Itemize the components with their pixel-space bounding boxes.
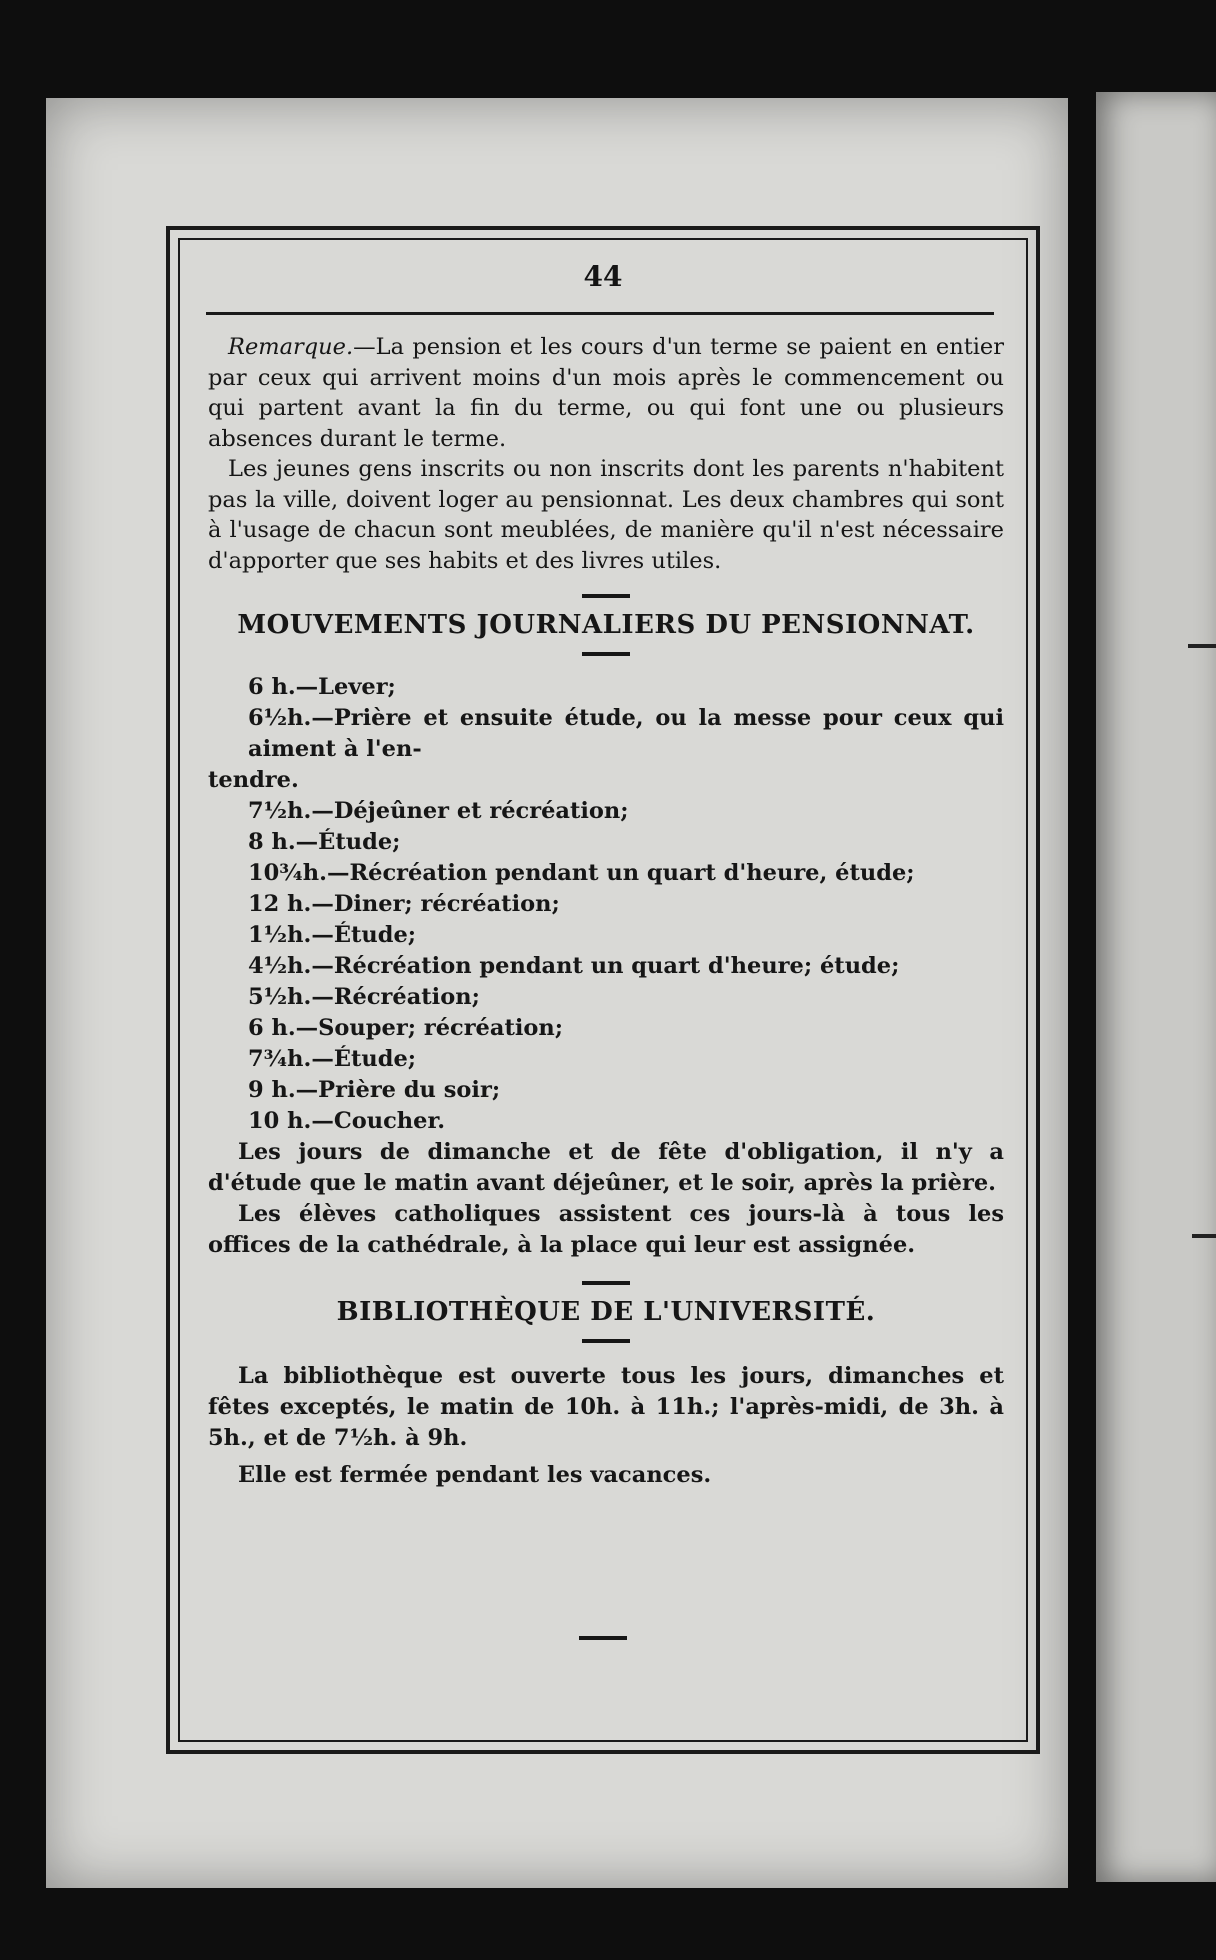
page-body (208, 332, 1004, 1491)
separator-rule (582, 1281, 630, 1285)
bottom-separator-rule (579, 1636, 627, 1640)
remark-lead: Remarque. (228, 334, 354, 360)
schedule-item: 10 h.—Coucher. (248, 1108, 446, 1134)
remark-paragraph (208, 332, 1004, 454)
page-border (166, 226, 1040, 1754)
separator-rule (582, 1339, 630, 1343)
separator-rule (582, 652, 630, 656)
schedule-item: 7½h.—Déjeûner et récréation; (248, 798, 629, 824)
schedule-item: 5½h.—Récréation; (248, 984, 480, 1010)
library-closed-note: Elle est fermée pendant les vacances. (238, 1462, 712, 1488)
section-heading-library: BIBLIOTHÈQUE DE L'UNIVERSITÉ. (336, 1297, 876, 1327)
schedule-list (208, 672, 1004, 1137)
bleed-mark (1192, 1234, 1216, 1238)
schedule-item: 7¾h.—Étude; (248, 1046, 417, 1072)
schedule-item: tendre. (208, 767, 299, 793)
schedule-item: 1½h.—Étude; (248, 922, 417, 948)
lodging-paragraph: Les jeunes gens inscrits ou non inscrits dont les parents n'habitent pas la ville, doivent loger au pensionnat. Les deux chambres qui sont à l'usage de chacun sont meublées, de manière qu'il n'est nécessaire d'apporter que ses habits et des livres utiles. (208, 456, 1004, 574)
schedule-item: 6 h.—Lever; (248, 674, 396, 700)
schedule-item: 12 h.—Diner; récréation; (248, 891, 560, 917)
catholic-note: Les élèves catholiques assistent ces jours-là à tous les offices de la cathédrale, à la place qui leur est assignée. (208, 1201, 1004, 1258)
remark-text: —La pension et les cours d'un terme se paient en entier par ceux qui arrivent moins d'un mois après le commencement ou qui partent avant la fin du terme, ou qui font une ou plusieurs absences durant le terme. (208, 334, 1004, 452)
adjacent-page-edge (1096, 92, 1216, 1882)
scanned-page (46, 98, 1068, 1888)
schedule-item: 10¾h.—Récréation pendant un quart d'heure, étude; (248, 860, 915, 886)
library-hours: La bibliothèque est ouverte tous les jours, dimanches et fêtes exceptés, le matin de 10h. à 11h.; l'après-midi, de 3h. à 5h., et de 7½h. à 9h. (208, 1363, 1004, 1451)
header-rule (206, 312, 994, 315)
schedule-item: 4½h.—Récréation pendant un quart d'heure; étude; (248, 953, 900, 979)
schedule-item: 6½h.—Prière et ensuite étude, ou la messe pour ceux qui aiment à l'en- (248, 705, 1004, 762)
schedule-item: 8 h.—Étude; (248, 829, 401, 855)
section-heading-schedule: MOUVEMENTS JOURNALIERS DU PENSIONNAT. (237, 610, 975, 640)
page-border-inner (178, 238, 1028, 1742)
sunday-note: Les jours de dimanche et de fête d'obligation, il n'y a d'étude que le matin avant déjeûner, et le soir, après la prière. (208, 1139, 1004, 1196)
page-number: 44 (583, 260, 623, 293)
separator-rule (582, 594, 630, 598)
schedule-item: 6 h.—Souper; récréation; (248, 1015, 564, 1041)
bleed-mark (1188, 644, 1216, 648)
schedule-item: 9 h.—Prière du soir; (248, 1077, 501, 1103)
